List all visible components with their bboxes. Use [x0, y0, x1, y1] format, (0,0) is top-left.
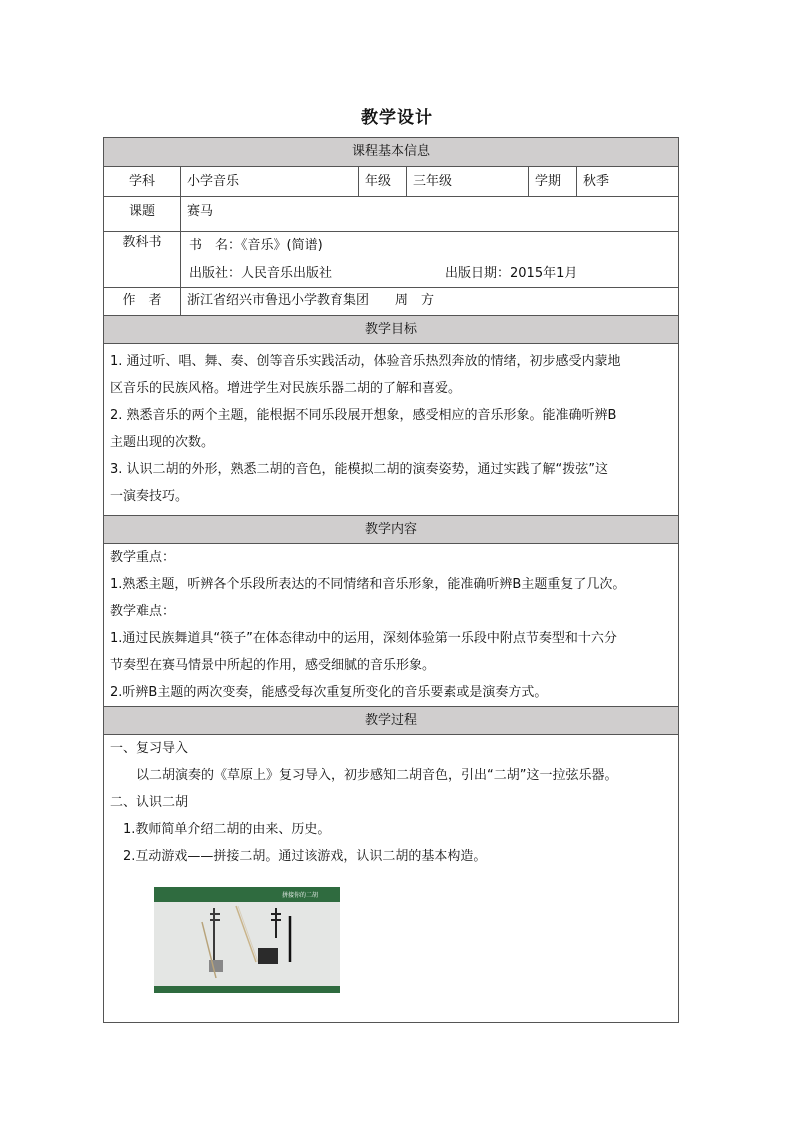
term-label: 学期 — [528, 167, 576, 196]
process-header: 教学过程 — [104, 706, 678, 734]
objective-line: 区音乐的民族风格。增进学生对民族乐器二胡的了解和喜爱。 — [110, 381, 462, 396]
subject-label: 学科 — [128, 174, 155, 189]
topic-row — [104, 196, 678, 231]
erhu-icon — [258, 908, 290, 964]
erhu-puzzle-image — [154, 887, 340, 993]
content-line: 1.通过民族舞道具“筷子”在体态律动中的运用，深刻体验第一乐段中附点节奏型和十六分 — [110, 631, 617, 646]
bow-icon — [236, 906, 256, 962]
process-text — [110, 735, 672, 870]
figure-caption: 拼接你的二胡 — [281, 892, 318, 899]
content-header: 教学内容 — [104, 515, 678, 543]
grade-value: 三年级 — [406, 167, 528, 196]
content-line: 教学难点： — [110, 604, 176, 619]
process-line: 2.互动游戏——拼接二胡。通过该游戏，认识二胡的基本构造。 — [110, 849, 487, 864]
objectives-text — [110, 348, 672, 510]
author-label: 作 者 — [122, 293, 162, 308]
topic-label: 课题 — [128, 204, 155, 219]
objective-line: 3. 认识二胡的外形，熟悉二胡的音色，能模拟二胡的演奏姿势，通过实践了解“拨弦”这 — [110, 462, 609, 477]
lesson-plan-table — [103, 137, 679, 1023]
textbook-publisher: 出版社：人民音乐出版社 — [189, 266, 333, 281]
basic-info-header: 课程基本信息 — [104, 138, 678, 166]
content-text — [110, 544, 672, 706]
page-title: 教学设计 — [361, 108, 433, 128]
author-row — [104, 287, 678, 315]
textbook-name: 书 名：《音乐》(简谱) — [189, 238, 323, 253]
textbook-details — [180, 232, 678, 287]
term-value: 秋季 — [576, 167, 680, 196]
topic-value: 赛马 — [180, 197, 678, 231]
content-body — [104, 543, 678, 706]
content-line: 2.听辨B主题的两次变奏，能感受每次重复所变化的音乐要素或是演奏方式。 — [110, 685, 548, 700]
objective-line: 主题出现的次数。 — [110, 435, 215, 450]
process-line: 以二胡演奏的《草原上》复习导入，初步感知二胡音色，引出“二胡”这一拉弦乐器。 — [110, 768, 618, 783]
figure-banner — [154, 887, 340, 902]
textbook-row — [104, 231, 678, 287]
process-line: 1.教师简单介绍二胡的由来、历史。 — [110, 822, 331, 837]
erhu-illustration — [154, 902, 340, 986]
figure-body — [154, 902, 340, 986]
subject-value: 小学音乐 — [180, 167, 358, 196]
content-line: 教学重点： — [110, 550, 176, 565]
content-line: 节奏型在赛马情景中所起的作用，感受细腻的音乐形象。 — [110, 658, 436, 673]
objectives-header: 教学目标 — [104, 315, 678, 343]
process-line: 一、复习导入 — [110, 741, 189, 756]
textbook-label: 教科书 — [122, 235, 162, 250]
textbook-date: 出版日期：2015年1月 — [445, 266, 578, 281]
author-value: 浙江省绍兴市鲁迅小学教育集团 周 方 — [180, 288, 678, 315]
content-line: 1.熟悉主题，听辨各个乐段所表达的不同情绪和音乐形象，能准确听辨B主题重复了几次。 — [110, 577, 626, 592]
erhu-icon — [202, 908, 223, 978]
objective-line: 1. 通过听、唱、舞、奏、创等音乐实践活动，体验音乐热烈奔放的情绪，初步感受内蒙地 — [110, 354, 621, 369]
objectives-body — [104, 343, 678, 515]
objective-line: 2. 熟悉音乐的两个主题，能根据不同乐段展开想象，感受相应的音乐形象。能准确听辨B — [110, 408, 617, 423]
figure-footer — [154, 986, 340, 993]
subject-row — [104, 166, 678, 196]
objective-line: 一演奏技巧。 — [110, 489, 189, 504]
grade-label: 年级 — [358, 167, 406, 196]
process-line: 二、认识二胡 — [110, 795, 189, 810]
